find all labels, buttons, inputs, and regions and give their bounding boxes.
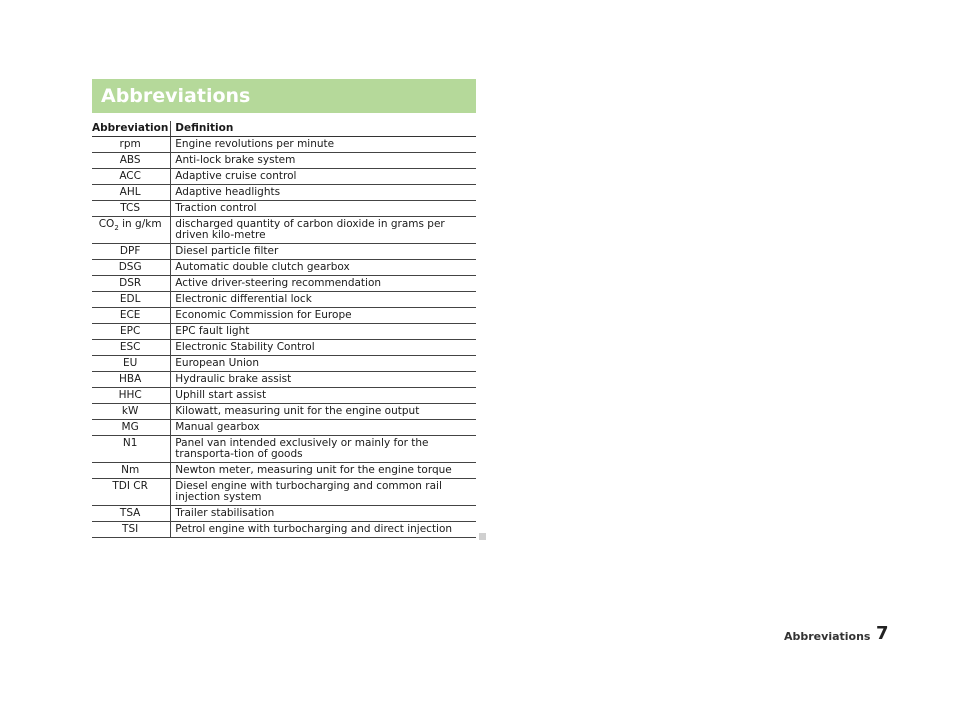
abbreviation-text: ACC: [119, 170, 141, 182]
table-row: [92, 260, 476, 276]
abbreviation-cell: [92, 420, 171, 436]
abbreviation-cell: [92, 153, 171, 169]
abbreviation-cell: [92, 506, 171, 522]
definition-cell: Engine revolutions per minute: [171, 137, 476, 153]
abbreviation-cell: [92, 463, 171, 479]
table-row: [92, 308, 476, 324]
table-header-row: [92, 121, 476, 137]
abbreviation-cell: [92, 388, 171, 404]
column-header-definition: Definition: [171, 121, 476, 137]
table-row: [92, 436, 476, 463]
abbreviation-cell: [92, 479, 171, 506]
definition-cell: Automatic double clutch gearbox: [171, 260, 476, 276]
abbreviation-text: MG: [121, 421, 139, 433]
abbreviation-cell: [92, 356, 171, 372]
definition-cell: Adaptive cruise control: [171, 169, 476, 185]
abbreviation-text: rpm: [119, 138, 141, 150]
abbreviation-text: DSG: [118, 261, 142, 273]
abbreviation-text: AHL: [119, 186, 141, 198]
table-row: [92, 479, 476, 506]
abbreviation-cell: [92, 308, 171, 324]
table-row: [92, 372, 476, 388]
abbreviation-text: DPF: [119, 245, 141, 257]
definition-cell: Manual gearbox: [171, 420, 476, 436]
table-row: [92, 420, 476, 436]
abbreviation-text: HHC: [118, 389, 142, 401]
definition-cell: Electronic differential lock: [171, 292, 476, 308]
abbreviation-cell: [92, 522, 171, 538]
definition-cell: Uphill start assist: [171, 388, 476, 404]
table-row: [92, 356, 476, 372]
column-header-abbreviation: Abbreviation: [92, 121, 171, 137]
abbreviation-cell: [92, 244, 171, 260]
abbreviation-text: ESC: [119, 341, 141, 353]
abbreviation-cell: [92, 292, 171, 308]
section-end-marker: [479, 533, 486, 540]
abbreviation-cell: [92, 260, 171, 276]
abbreviation-text: DSR: [119, 277, 142, 289]
abbreviation-cell: [92, 404, 171, 420]
page-number: 7: [876, 623, 889, 644]
abbreviation-cell: [92, 276, 171, 292]
table-row: [92, 153, 476, 169]
abbreviation-cell: [92, 372, 171, 388]
abbreviation-text: HBA: [119, 373, 142, 385]
abbreviation-cell: [92, 217, 171, 244]
definition-cell: Diesel particle filter: [171, 244, 476, 260]
table-row: [92, 201, 476, 217]
definition-cell: Anti-lock brake system: [171, 153, 476, 169]
table-row: [92, 276, 476, 292]
definition-cell: European Union: [171, 356, 476, 372]
abbreviation-text: Nm: [121, 464, 140, 476]
abbreviation-text: TSI: [122, 523, 139, 535]
abbreviation-suffix: in g/km: [118, 218, 162, 230]
table-row: [92, 522, 476, 538]
abbreviation-cell: [92, 137, 171, 153]
abbreviation-text: kW: [121, 405, 139, 417]
footer-section-label: Abbreviations: [784, 630, 871, 643]
abbreviation-text: ECE: [119, 309, 141, 321]
definition-cell: Newton meter, measuring unit for the engine torque: [171, 463, 476, 479]
abbreviation-cell: [92, 324, 171, 340]
definition-cell: Hydraulic brake assist: [171, 372, 476, 388]
abbreviation-text: CO: [98, 218, 115, 230]
abbreviation-text: ABS: [119, 154, 141, 166]
abbreviation-cell: [92, 169, 171, 185]
abbreviation-text: EU: [122, 357, 138, 369]
definition-cell: Petrol engine with turbocharging and direct injection: [171, 522, 476, 538]
table-row: [92, 185, 476, 201]
table-row: [92, 169, 476, 185]
abbreviation-subscript: 2: [114, 224, 119, 233]
abbreviation-cell: [92, 340, 171, 356]
definition-cell: Traction control: [171, 201, 476, 217]
table-row: [92, 137, 476, 153]
definition-cell: Trailer stabilisation: [171, 506, 476, 522]
definition-cell: Diesel engine with turbocharging and common rail injection system: [171, 479, 476, 506]
abbreviation-text: EDL: [119, 293, 141, 305]
table-row: [92, 506, 476, 522]
definition-cell: Kilowatt, measuring unit for the engine output: [171, 404, 476, 420]
abbreviation-text: TSA: [119, 507, 141, 519]
table-row: [92, 340, 476, 356]
definition-cell: Adaptive headlights: [171, 185, 476, 201]
table-row: [92, 244, 476, 260]
abbreviation-cell: [92, 436, 171, 463]
abbreviation-text: TDI CR: [112, 480, 148, 492]
abbreviation-text: EPC: [119, 325, 141, 337]
definition-cell: EPC fault light: [171, 324, 476, 340]
abbreviation-cell: [92, 185, 171, 201]
table-row: [92, 463, 476, 479]
table-row: [92, 324, 476, 340]
table-row: [92, 217, 476, 244]
table-row: [92, 388, 476, 404]
section-title-bar: [92, 79, 476, 113]
definition-cell: Economic Commission for Europe: [171, 308, 476, 324]
definition-cell: Active driver-steering recommendation: [171, 276, 476, 292]
definition-cell: Panel van intended exclusively or mainly for the transporta-tion of goods: [171, 436, 476, 463]
abbreviation-text: N1: [122, 437, 138, 449]
table-row: [92, 292, 476, 308]
definition-cell: Electronic Stability Control: [171, 340, 476, 356]
abbreviation-text: TCS: [120, 202, 141, 214]
page-title: Abbreviations: [101, 85, 251, 107]
table-row: [92, 404, 476, 420]
abbreviations-table: [92, 121, 476, 538]
abbreviation-cell: [92, 201, 171, 217]
definition-cell: discharged quantity of carbon dioxide in grams per driven kilo-metre: [171, 217, 476, 244]
